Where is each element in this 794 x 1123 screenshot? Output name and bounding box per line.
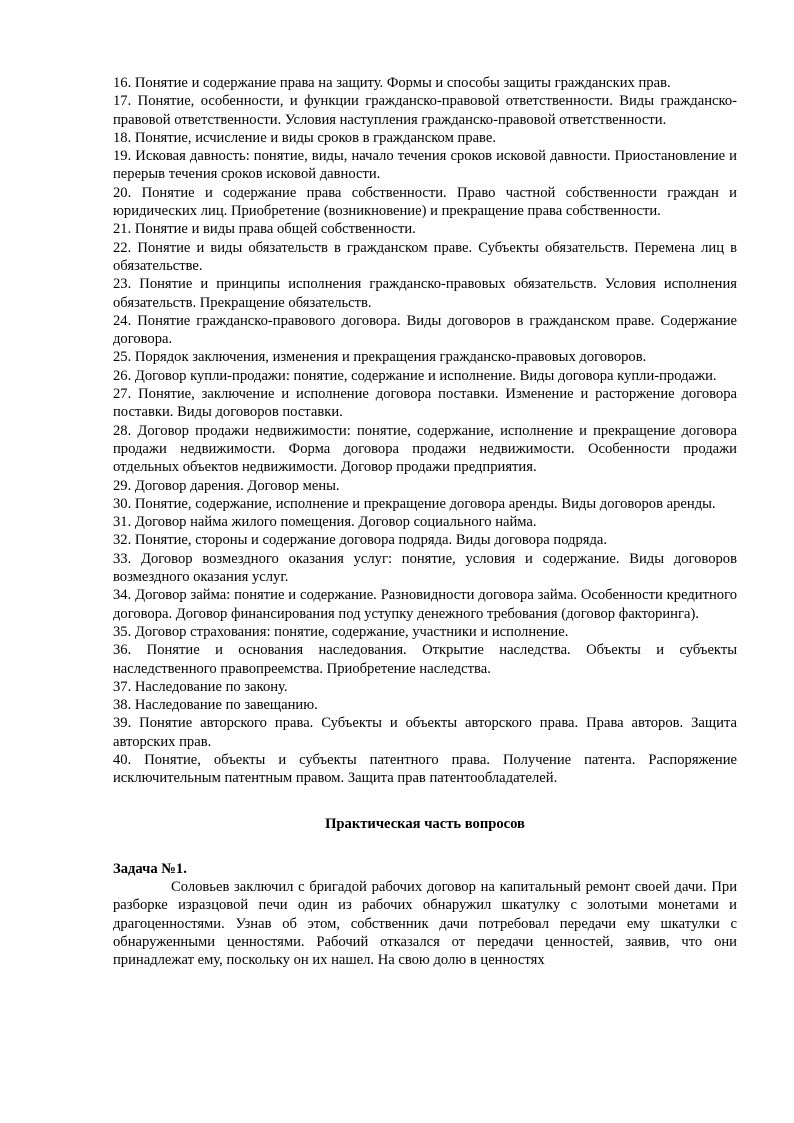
question-28: 28. Договор продажи недвижимости: понятие, содержание, исполнение и прекращение договора продажи недвижимости. Форма договора продажи недвижимости. Особенности продажи отдельных объектов недвижимости. Договор продажи предприятия. xyxy=(113,422,737,476)
question-29: 29. Договор дарения. Договор мены. xyxy=(113,477,340,494)
question-22: 22. Понятие и виды обязательств в гражданском праве. Субъекты обязательств. Перемена лиц в обязательстве. xyxy=(113,239,737,274)
question-17: 17. Понятие, особенности, и функции гражданско-правовой ответственности. Виды гражданско-правовой ответственности. Условия наступления гражданско-правовой ответственности. xyxy=(113,93,737,128)
question-20: 20. Понятие и содержание права собственности. Право частной собственности граждан и юридических лиц. Приобретение (возникновение) и прекращение права собственности. xyxy=(113,184,737,220)
task-title: Задача №1. xyxy=(113,860,187,877)
question-39: 39. Понятие авторского права. Субъекты и объекты авторского права. Права авторов. Защита авторских прав. xyxy=(113,715,737,750)
section-title: Практическая часть вопросов xyxy=(325,815,525,832)
question-37: 37. Наследование по закону. xyxy=(113,678,288,695)
question-26: 26. Договор купли-продажи: понятие, содержание и исполнение. Виды договора купли-продажи. xyxy=(113,367,717,384)
question-36: 36. Понятие и основания наследования. Открытие наследства. Объекты и субъекты наследственного правопреемства. Приобретение наследства. xyxy=(113,642,737,677)
question-35: 35. Договор страхования: понятие, содержание, участники и исполнение. xyxy=(113,623,569,640)
question-21: 21. Понятие и виды права общей собственности. xyxy=(113,221,416,238)
question-24: 24. Понятие гражданско-правового договора. Виды договоров в гражданском праве. Содержание договора. xyxy=(113,312,737,348)
question-25: 25. Порядок заключения, изменения и прекращения гражданско-правовых договоров. xyxy=(113,349,647,366)
document-page xyxy=(113,74,737,970)
question-38: 38. Наследование по завещанию. xyxy=(113,697,318,714)
question-33: 33. Договор возмездного оказания услуг: понятие, условия и содержание. Виды договоров возмездного оказания услуг. xyxy=(113,550,737,586)
question-34: 34. Договор займа: понятие и содержание. Разновидности договора займа. Особенности кредитного договора. Договор финансирования под уступку денежного требования (договор факторинга). xyxy=(113,587,737,622)
question-16: 16. Понятие и содержание права на защиту. Формы и способы защиты гражданских прав. xyxy=(113,75,671,91)
question-18: 18. Понятие, исчисление и виды сроков в гражданском праве. xyxy=(113,129,496,146)
question-31: 31. Договор найма жилого помещения. Договор социального найма. xyxy=(113,514,537,531)
question-40: 40. Понятие, объекты и субъекты патентного права. Получение патента. Распоряжение исключительным патентным правом. Защита прав патентообладателей. xyxy=(113,751,737,787)
question-19: 19. Исковая давность: понятие, виды, начало течения сроков исковой давности. Приостановление и перерыв течения сроков исковой давности. xyxy=(113,148,737,183)
task-text: Соловьев заключил с бригадой рабочих договор на капитальный ремонт своей дачи. При разборке изразцовой печи один из рабочих обнаружил шкатулку с золотыми монетами и драгоценностями. Узнав об этом, собственник дачи потребовал передачи ему шкатулки с обнаруженными ценностями. Рабочий отказался от передачи ценностей, заявив, что они принадлежат ему, поскольку он их нашел. На свою долю в ценностях xyxy=(113,879,737,969)
question-32: 32. Понятие, стороны и содержание договора подряда. Виды договора подряда. xyxy=(113,532,608,549)
question-23: 23. Понятие и принципы исполнения гражданско-правовых обязательств. Условия исполнения обязательств. Прекращение обязательств. xyxy=(113,276,737,311)
question-30: 30. Понятие, содержание, исполнение и прекращение договора аренды. Виды договоров аренды. xyxy=(113,495,716,512)
question-27: 27. Понятие, заключение и исполнение договора поставки. Изменение и расторжение договора поставки. Виды договоров поставки. xyxy=(113,386,737,421)
